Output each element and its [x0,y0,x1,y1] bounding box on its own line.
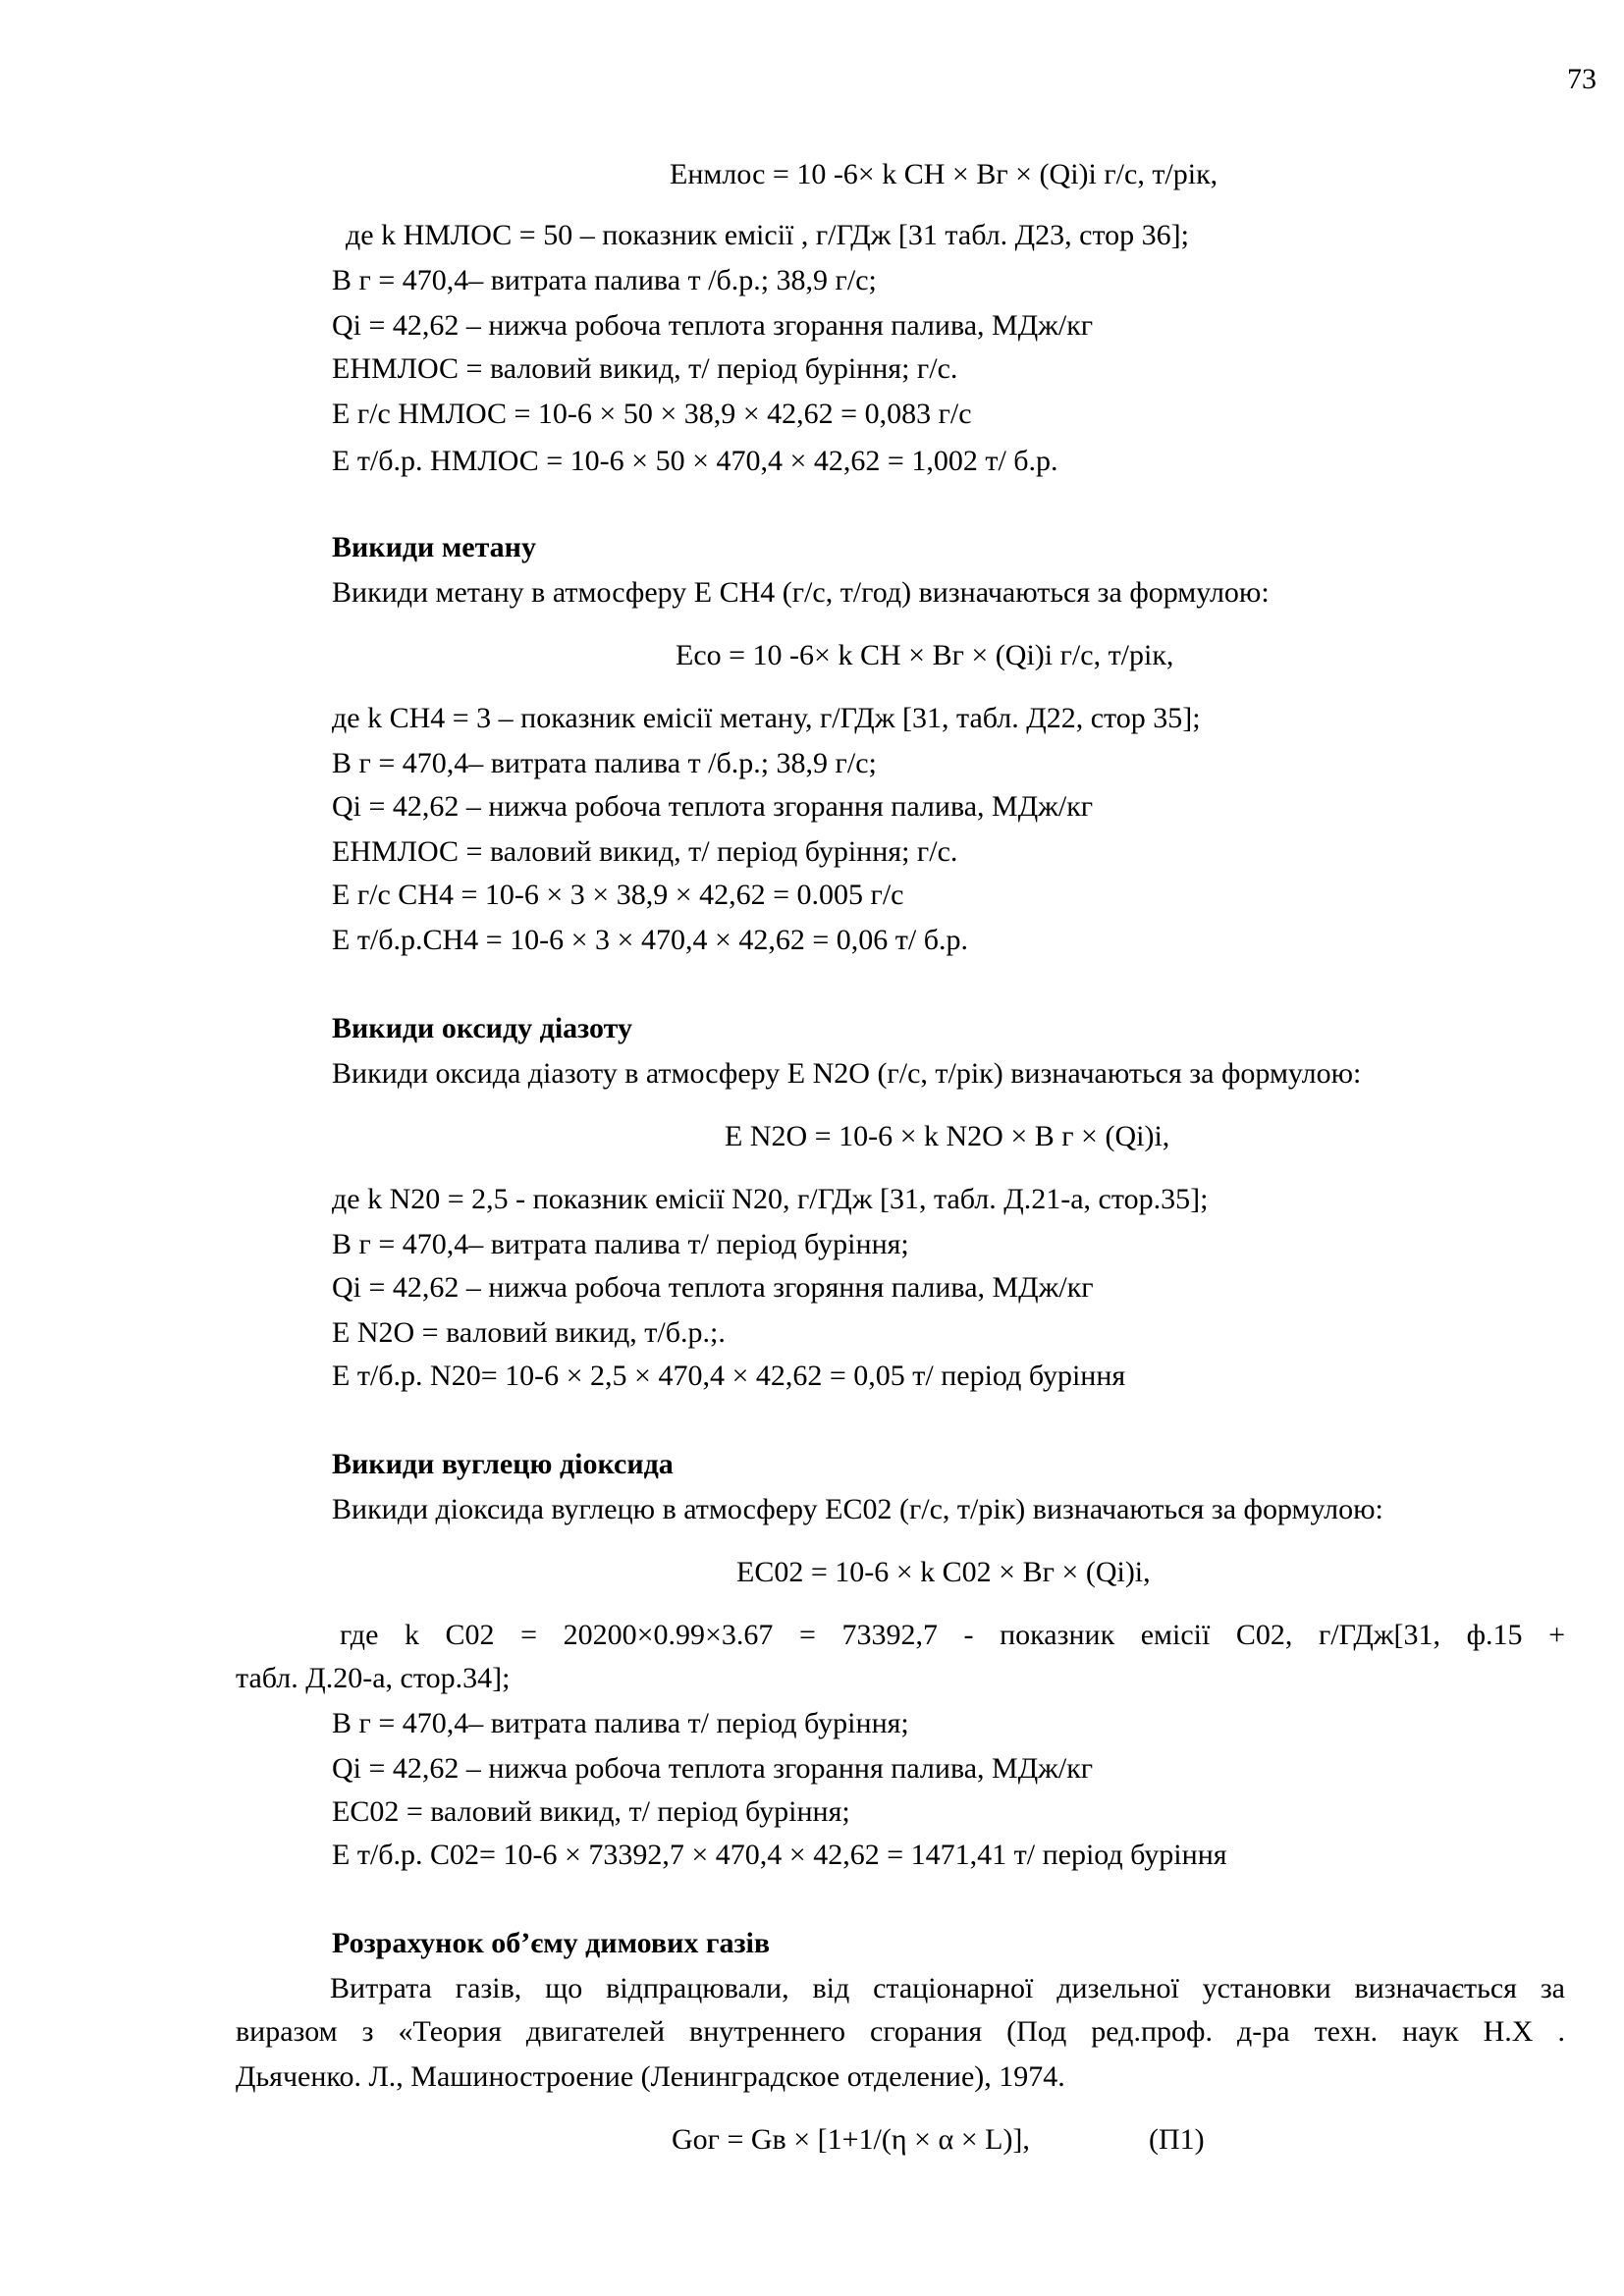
paragraph-line: Дьяченко. Л., Машиностроение (Ленинградское отделение), 1974. [236,2060,1065,2093]
paragraph-line: Витрата газів, що відпрацювали, від стаціонарної дизельної установки визначається за [330,1972,1565,2004]
result-line: Е г/с НМЛОС = 10-6 × 50 × 38,9 × 42,62 = 0,083 г/с [332,398,972,430]
result-line: Е т/б.р. C02= 10-6 × 73392,7 × 470,4 × 42,62 = 1471,41 т/ період буріння [332,1839,1227,1871]
text-line: Qi = 42,62 – нижча робоча теплота згорання палива, МДж/кг [332,790,1094,823]
intro-line: Викиди діоксида вуглецю в атмосферу ЕC02 (г/с, т/рік) визначаються за формулою: [332,1493,1383,1525]
text-line: ЕНМЛОС = валовий викид, т/ період буріння; г/с. [332,352,958,385]
text-line: Qi = 42,62 – нижча робоча теплота згорання палива, МДж/кг [332,1752,1094,1785]
text-line: ЕНМЛОС = валовий викид, т/ період буріння; г/с. [332,835,958,868]
result-line: Е т/б.р. НМЛОС = 10-6 × 50 × 470,4 × 42,62 = 1,002 т/ б.р. [332,445,1058,477]
formula-reference: (П1) [1149,2123,1205,2156]
intro-line: Викиди метану в атмосферу Е CH4 (г/с, т/год) визначаються за формулою: [332,576,1270,609]
text-line: Е N2O = валовий викид, т/б.р.;. [332,1316,726,1349]
where-line: где k C02 = 20200×0.99×3.67 = 73392,7 - показник емісії С02, г/ГДж[31, ф.15 + [340,1619,1565,1651]
section-heading: Викиди оксиду діазоту [332,1012,632,1044]
text-line: де k НМЛОС = 50 – показник емісії , г/ГДж [31 табл. Д23, стор 36]; [346,219,1189,251]
text-line: В г = 470,4– витрата палива т/ період буріння; [332,1707,909,1739]
text-line: ЕC02 = валовий викид, т/ період буріння; [332,1795,850,1828]
result-line: Е т/б.р.CH4 = 10-6 × 3 × 470,4 × 42,62 = 0,06 т/ б.р. [332,924,969,956]
intro-line: Викиди оксида діазоту в атмосферу Е N2O (г/с, т/рік) визначаються за формулою: [332,1057,1362,1090]
page-number: 73 [1567,63,1597,95]
section-heading: Розрахунок об’єму димових газів [332,1927,771,1959]
formula-nmloc: Eнмлос = 10 -6× k CH × Bг × (Qi)i г/с, т/рік, [670,158,1218,190]
section-heading: Викиди вуглецю діоксида [332,1448,674,1480]
text-line: Qi = 42,62 – нижча робоча теплота згоряння палива, МДж/кг [332,1271,1094,1304]
formula-gas: Gог = Gв × [1+1/(η × α × L)], [672,2123,1030,2156]
text-line: В г = 470,4– витрата палива т /б.р.; 38,9 г/с; [332,747,877,779]
text-line: де k N20 = 2,5 - показник емісії N20, г/ГДж [31, табл. Д.21-а, стор.35]; [332,1183,1209,1215]
formula-n2o: Е N2O = 10-6 × k N2O × В г × (Qi)i, [725,1120,1170,1152]
result-line: Е г/с CH4 = 10-6 × 3 × 38,9 × 42,62 = 0.005 г/с [332,879,904,911]
result-line: Е т/б.р. N20= 10-6 × 2,5 × 470,4 × 42,62 = 0,05 т/ період буріння [332,1360,1126,1392]
paragraph-line: виразом з «Теория двигателей внутреннего сгорания (Под ред.проф. д-ра техн. наук Н.Х . [236,2015,1565,2048]
text-line: Qi = 42,62 – нижча робоча теплота згорання палива, МДж/кг [332,309,1094,342]
where-line-cont: табл. Д.20-а, стор.34]; [236,1662,511,1694]
formula-methane: Eco = 10 -6× k CH × Bг × (Qi)i г/с, т/рік, [676,639,1174,671]
text-line: В г = 470,4– витрата палива т /б.р.; 38,9 г/с; [332,264,877,296]
formula-co2: ЕC02 = 10-6 × k C02 × Bг × (Qi)i, [736,1556,1151,1588]
section-heading: Викиди метану [332,531,536,563]
text-line: де k CH4 = 3 – показник емісії метану, г/ГДж [31, табл. Д22, стор 35]; [332,702,1201,734]
text-line: В г = 470,4– витрата палива т/ період буріння; [332,1228,909,1260]
